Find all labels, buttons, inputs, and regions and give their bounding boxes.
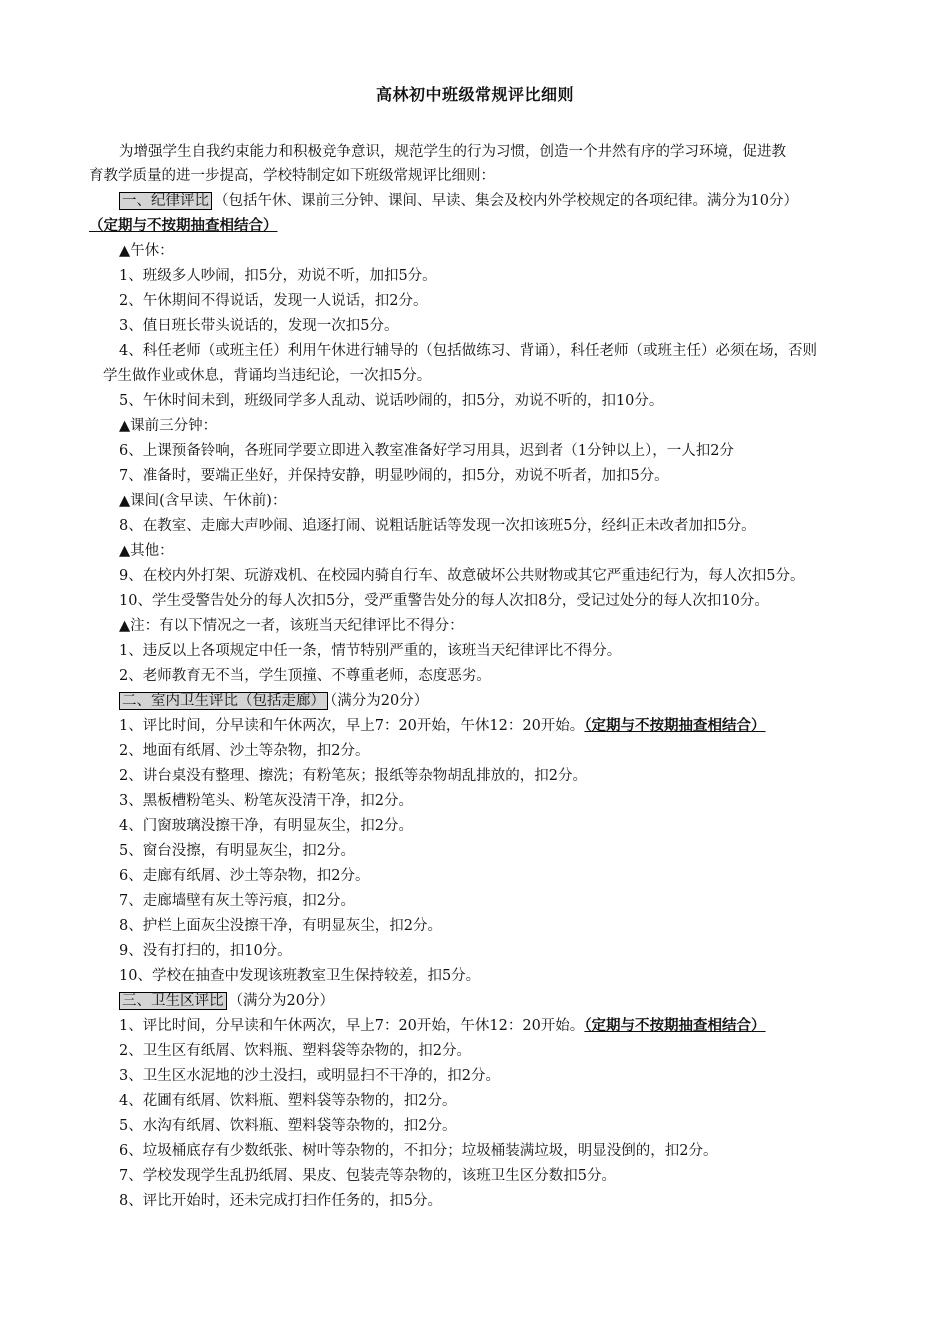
classroom-rule: 9、没有打扫的，扣10分。 [119, 943, 292, 959]
section-2-heading: 二、室内卫生评比（包括走廊） [119, 692, 328, 710]
hygiene-area-rule: 6、垃圾桶底存有少数纸张、树叶等杂物的，不扣分；垃圾桶装满垃圾，明显没倒的，扣2分。 [119, 1143, 718, 1159]
classroom-rule: 4、门窗玻璃没擦干净，有明显灰尘，扣2分。 [119, 818, 413, 834]
intro-line-2: 育教学质量的进一步提高，学校特制定如下班级常规评比细则： [89, 168, 495, 184]
section-1-note: （定期与不按期抽查相结合） [89, 218, 278, 234]
break-rule: 8、在教室、走廊大声吵闹、追逐打闹、说粗话脏话等发现一次扣该班5分，经纠正未改者加扣5分。 [119, 518, 756, 534]
noon-rule: 2、午休期间不得说话，发现一人说话，扣2分。 [119, 293, 428, 309]
classroom-rule: 3、黑板槽粉笔头、粉笔灰没清干净，扣2分。 [119, 793, 413, 809]
hygiene-area-rule: 4、花圃有纸屑、饮料瓶、塑料袋等杂物的，扣2分。 [119, 1093, 457, 1109]
classroom-rule: 10、学校在抽查中发现该班教室卫生保持较差，扣5分。 [119, 968, 481, 984]
section-3-note: （定期与不按期抽查相结合） [584, 1018, 766, 1034]
section-2-description: （满分为20分） [330, 693, 429, 709]
noon-rule: 4、科任老师（或班主任）利用午休进行辅导的（包括做练习、背诵），科任老师（或班主任）必须在场，否则 [119, 343, 817, 359]
classroom-rule: 7、走廊墙壁有灰土等污痕，扣2分。 [119, 893, 355, 909]
noon-rule: 1、班级多人吵闹，扣5分，劝说不听，加扣5分。 [119, 268, 437, 284]
noon-rule: 5、午休时间未到，班级同学多人乱动、说话吵闹的，扣5分，劝说不听的，扣10分。 [119, 393, 664, 409]
classroom-rule: 2、地面有纸屑、沙土等杂物，扣2分。 [119, 743, 370, 759]
noon-rule: 3、值日班长带头说话的，发现一次扣5分。 [119, 318, 399, 334]
other-subheading: ▲其他： [119, 543, 174, 559]
section-3-heading: 三、卫生区评比 [119, 992, 227, 1010]
section-2-first-rule: 1、评比时间，分早读和午休两次，早上7：20开始，午休12：20开始。 [119, 718, 585, 734]
hygiene-area-rule: 3、卫生区水泥地的沙土没扫，或明显扫不干净的，扣2分。 [119, 1068, 500, 1084]
classroom-rule: 2、讲台桌没有整理、擦洗；有粉笔灰；报纸等杂物胡乱排放的，扣2分。 [119, 768, 587, 784]
hygiene-area-rule: 8、评比开始时，还未完成打扫作任务的，扣5分。 [119, 1193, 442, 1209]
hygiene-area-rule: 5、水沟有纸屑、饮料瓶、塑料袋等杂物的，扣2分。 [119, 1118, 457, 1134]
other-rule: 10、学生受警告处分的每人次扣5分，受严重警告处分的每人次扣8分，受记过处分的每人次扣10分。 [119, 593, 769, 609]
classroom-rule: 5、窗台没擦，有明显灰尘，扣2分。 [119, 843, 355, 859]
section-1-description: （包括午休、课前三分钟、课间、早读、集会及校内外学校规定的各项纪律。满分为10分） [214, 193, 798, 209]
noon-rule-continued: 学生做作业或休息，背诵均当违纪论，一次扣5分。 [103, 368, 432, 384]
section-1-heading: 一、纪律评比 [119, 192, 212, 210]
section-3-description: （满分为20分） [228, 993, 334, 1009]
section-3-first-rule-line [119, 1014, 766, 1038]
classroom-rule: 8、护栏上面灰尘没擦干净，有明显灰尘，扣2分。 [119, 918, 442, 934]
noon-subheading: ▲午休： [119, 243, 174, 259]
intro-line-1: 为增强学生自我约束能力和积极竞争意识，规范学生的行为习惯，创造一个井然有序的学习环境，促进教 [119, 144, 786, 160]
section-3-heading-line [119, 989, 334, 1013]
break-subheading: ▲课间(含早读、午休前)： [119, 493, 287, 509]
pre-class-rule: 6、上课预备铃响，各班同学要立即进入教室准备好学习用具，迟到者（1分钟以上），一人扣2分 [119, 443, 734, 459]
section-1-heading-line [119, 189, 798, 213]
section-2-first-rule-line [119, 714, 766, 738]
page-title: 高林初中班级常规评比细则 [375, 85, 574, 104]
hygiene-area-rule: 2、卫生区有纸屑、饮料瓶、塑料袋等杂物的，扣2分。 [119, 1043, 471, 1059]
pre-class-subheading: ▲课前三分钟： [119, 418, 218, 434]
section-1-note-line [89, 214, 278, 238]
zero-score-subheading: ▲注：有以下情况之一者，该班当天纪律评比不得分： [119, 618, 464, 634]
classroom-rule: 6、走廊有纸屑、沙土等杂物，扣2分。 [119, 868, 370, 884]
section-2-note: （定期与不按期抽查相结合） [584, 718, 766, 734]
section-2-heading-line [119, 689, 428, 713]
other-rule: 9、在校内外打架、玩游戏机、在校园内骑自行车、故意破坏公共财物或其它严重违纪行为，每人次扣5分。 [119, 568, 805, 584]
section-3-first-rule: 1、评比时间，分早读和午休两次，早上7：20开始，午休12：20开始。 [119, 1018, 585, 1034]
pre-class-rule: 7、准备时，要端正坐好，并保持安静，明显吵闹的，扣5分，劝说不听者，加扣5分。 [119, 468, 669, 484]
zero-score-rule: 2、老师教育无不当，学生顶撞、不尊重老师，态度恶劣。 [119, 668, 491, 684]
hygiene-area-rule: 7、学校发现学生乱扔纸屑、果皮、包装壳等杂物的，该班卫生区分数扣5分。 [119, 1168, 616, 1184]
zero-score-rule: 1、违反以上各项规定中任一条，情节特别严重的，该班当天纪律评比不得分。 [119, 643, 622, 659]
